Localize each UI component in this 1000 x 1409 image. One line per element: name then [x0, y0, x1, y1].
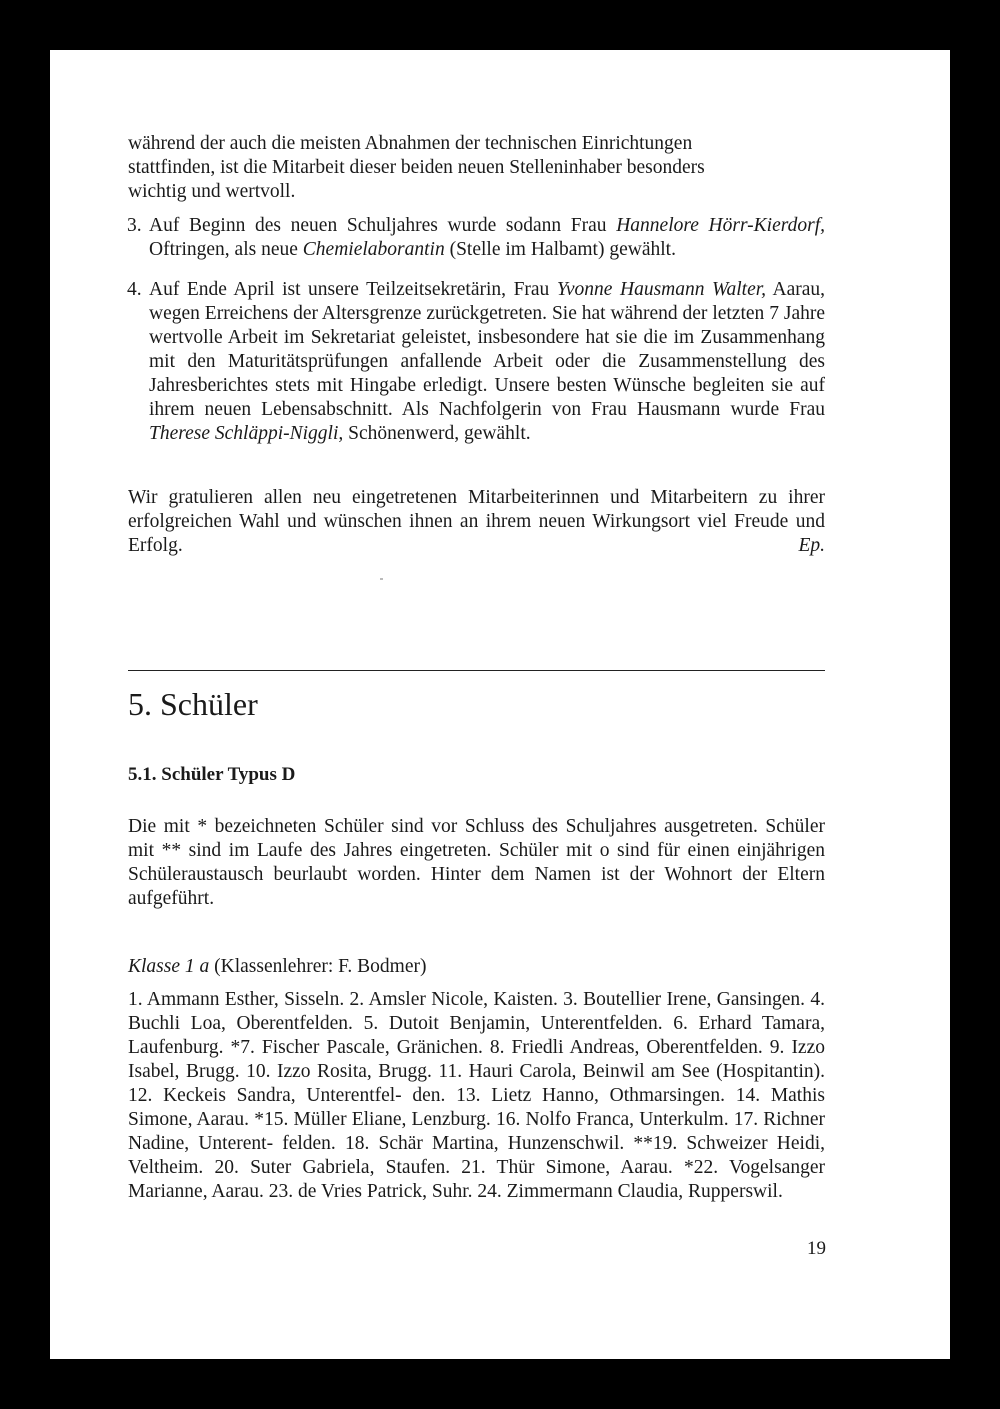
list-item-3-number: 3. — [127, 215, 142, 236]
item3-text-b: Oftringen, als neue — [149, 239, 303, 260]
intro-line-1: während der auch die meisten Abnahmen der technischen Einrichtungen — [128, 133, 693, 154]
document-page — [50, 50, 950, 1359]
item4-text-a: Auf Ende April ist unsere Teilzeitsekretärin, Frau — [149, 279, 557, 300]
class-heading — [128, 955, 825, 979]
print-speck — [380, 578, 383, 580]
list-item-4-number: 4. — [127, 279, 142, 300]
item4-person-name: Yvonne Hausmann Walter, — [556, 279, 767, 300]
list-item-4-text — [149, 278, 825, 446]
item4-successor-name: Therese Schläppi-Niggli, — [149, 423, 344, 444]
class-label: Klasse 1 a — [128, 956, 210, 977]
student-list: 1. Ammann Esther, Sisseln. 2. Amsler Nicole, Kaisten. 3. Boutellier Irene, Gansingen. 4. Buchli Loa, Oberentfelden. 5. Dutoit Benjamin, Unterentfelden. 6. Erhard Tamara, Laufenburg. *7. Fischer Pascale, Gränichen. 8. Friedli Andreas, Oberentfelden. 9. Izzo Isabel, Brugg. 10. Izzo Rosita, Brugg. 11. Hauri Carola, Beinwil am See (Hospitantin). 12. Keckeis Sandra, Unterentfel- den. 13. Lietz Hanno, Othmarsingen. 14. Mathis Simone, Aarau. *15. Müller Eliane, Lenzburg. 16. Nolfo Franca, Unterkulm. 17. Richner Nadine, Unterent- felden. 18. Schär Martina, Hunzenschwil. **19. Schweizer Heidi, Veltheim. 20. Suter Gabriela, Staufen. 21. Thür Simone, Aarau. *22. Vogelsanger Marianne, Aarau. 23. de Vries Patrick, Suhr. 24. Zimmermann Claudia, Rupperswil. — [128, 989, 825, 1202]
congratulations-paragraph — [128, 486, 825, 558]
subsection-title: 5.1. Schüler Typus D — [128, 764, 296, 785]
item3-text-a: Auf Beginn des neuen Schuljahres wurde sodann Frau — [149, 215, 617, 236]
section-title: 5. Schüler — [128, 686, 258, 722]
list-item-3-text — [149, 214, 825, 262]
author-signature: Ep. — [798, 535, 825, 556]
page-number: 19 — [807, 1238, 826, 1259]
item3-person-name: Hannelore Hörr-Kierdorf, — [616, 215, 825, 236]
intro-line-3: wichtig und wertvoll. — [128, 181, 296, 202]
intro-line-2: stattfinden, ist die Mitarbeit dieser beiden neuen Stelleninhaber besonders — [128, 157, 705, 178]
class-teacher: (Klassenlehrer: F. Bodmer) — [209, 956, 427, 977]
item4-text-b: Aarau, wegen Erreichens der Altersgrenze zurückgetreten. Sie hat während der letzten 7 Jahre wertvolle Arbeit im Sekretariat geleistet, insbesondere hat sie die im Zusammenhang mit den Maturitätsprüfungen anfallende Arbeit oder die Zusammenstellung des Jahresberichtes stets mit Hingabe erledigt. Unsere besten Wünsche begleiten sie auf ihrem neuen Lebensabschnitt. Als Nachfolgerin von Frau Hausmann wurde Frau — [149, 279, 825, 420]
item3-role: Chemielaborantin — [302, 239, 445, 260]
item3-text-c: (Stelle im Halbamt) gewählt. — [444, 239, 676, 260]
legend-paragraph: Die mit * bezeichneten Schüler sind vor Schluss des Schuljahres ausgetreten. Schüler mit ** sind im Laufe des Jahres eingetreten. Schüler mit o sind für einen einjährigen Schüleraustausch beurlaubt worden. Hinter dem Namen ist der Wohnort der Eltern aufgeführt. — [128, 816, 825, 909]
section-divider — [128, 670, 825, 671]
intro-paragraph — [128, 132, 825, 204]
congratulations-text: Wir gratulieren allen neu eingetretenen Mitarbeiterinnen und Mitarbeitern zu ihrer erfolgreichen Wahl und wünschen ihnen an ihrem neuen Wirkungsort viel Freude und Erfolg. — [128, 487, 825, 556]
item4-text-c: Schönenwerd, gewählt. — [343, 423, 531, 444]
